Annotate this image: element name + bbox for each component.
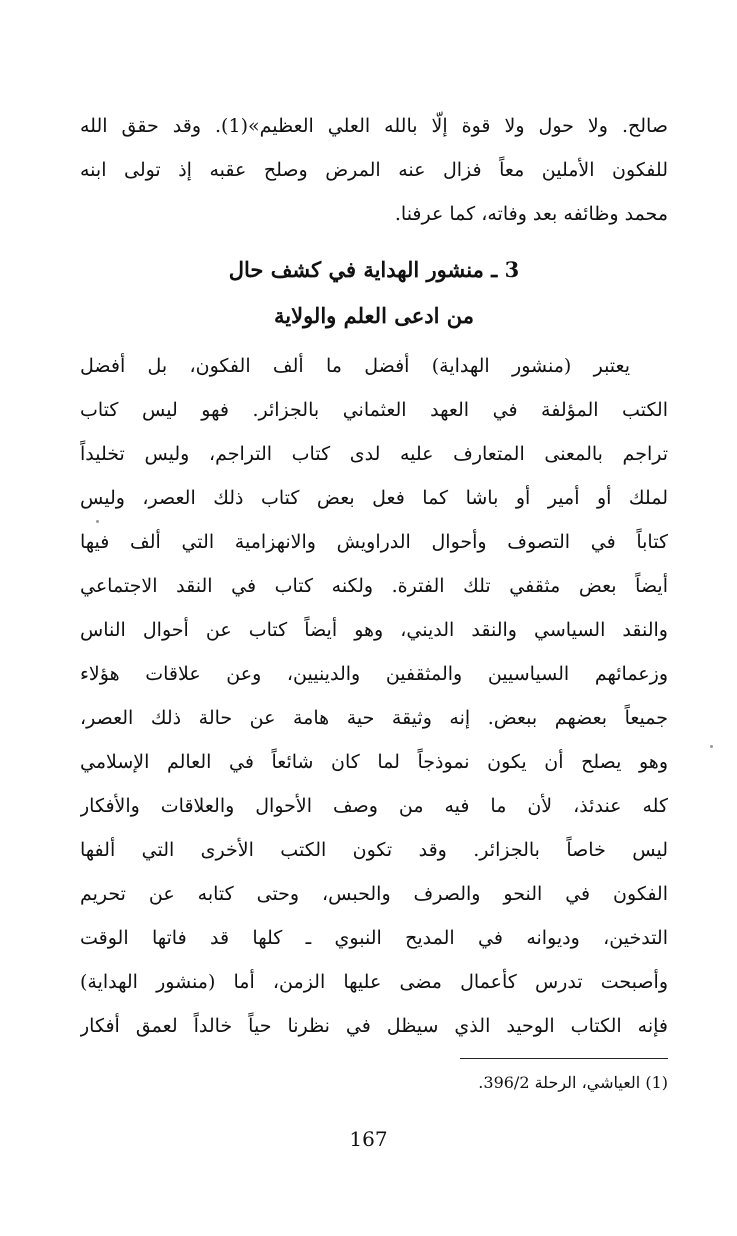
text-line: أيضاً بعض مثقفي تلك الفترة. ولكنه كتاب في النقد الاجتماعي (80, 575, 668, 597)
text-line: والنقد السياسي والنقد الديني، وهو أيضاً كتاب عن أحوال الناس (80, 619, 668, 641)
top-paragraph (80, 104, 668, 236)
text-line: وأصبحت تدرس كأعمال مضى عليها الزمن، أما (منشور الهداية) (80, 971, 668, 993)
footnote: (1) العياشي، الرحلة 396/2. (478, 1073, 668, 1092)
text-line: تراجم بالمعنى المتعارف عليه لدى كتاب التراجم، وليس تخليداً (80, 443, 668, 465)
text-line: وزعمائهم السياسيين والمثقفين والدينيين، وعن علاقات هؤلاء (80, 663, 668, 685)
section-heading-line-1: 3 ـ منشور الهداية في كشف حال (228, 257, 520, 282)
text-line: وهو يصلح أن يكون نموذجاً لما كان شائعاً في العالم الإسلامي (80, 751, 668, 773)
text-line: ليس خاصاً بالجزائر. وقد تكون الكتب الأخرى التي ألفها (80, 839, 668, 861)
text-line: لملك أو أمير أو باشا كما فعل بعض كتاب ذلك العصر، وليس (80, 487, 668, 509)
text-line: يعتبر (منشور الهداية) أفضل ما ألف الفكون، بل أفضل (80, 355, 630, 377)
footnote-separator (460, 1058, 668, 1059)
text-line: جميعاً بعضهم ببعض. إنه وثيقة حية هامة عن حالة ذلك العصر، (80, 707, 668, 729)
text-line: كله عندئذ، لأن ما فيه من وصف الأحوال والعلاقات والأفكار (80, 795, 668, 817)
text-line: الفكون في النحو والصرف والحبس، وحتى كتابه عن تحريم (80, 883, 668, 905)
text-line: كتاباً في التصوف وأحوال الدراويش والانهزامية التي ألف فيها (80, 531, 668, 553)
scan-speck (710, 745, 713, 748)
text-line: الكتب المؤلفة في العهد العثماني بالجزائر. فهو ليس كتاب (80, 399, 668, 421)
page-number: 167 (349, 1127, 388, 1151)
text-line: صالح. ولا حول ولا قوة إلّا بالله العلي العظيم»(1). وقد حقق الله (80, 115, 668, 137)
text-line: للفكون الأملين معاً فزال عنه المرض وصلح عقبه إذ تولى ابنه (80, 159, 668, 181)
text-line: محمد وظائفه بعد وفاته، كما عرفنا. (394, 203, 668, 225)
main-paragraph (80, 344, 668, 1048)
scan-speck (96, 520, 99, 523)
text-line: فإنه الكتاب الوحيد الذي سيظل في نظرنا حياً خالداً لعمق أفكار (80, 1015, 668, 1037)
text-line: التدخين، وديوانه في المديح النبوي ـ كلها قد فاتها الوقت (80, 927, 668, 949)
section-heading-line-2: من ادعى العلم والولاية (274, 303, 474, 328)
